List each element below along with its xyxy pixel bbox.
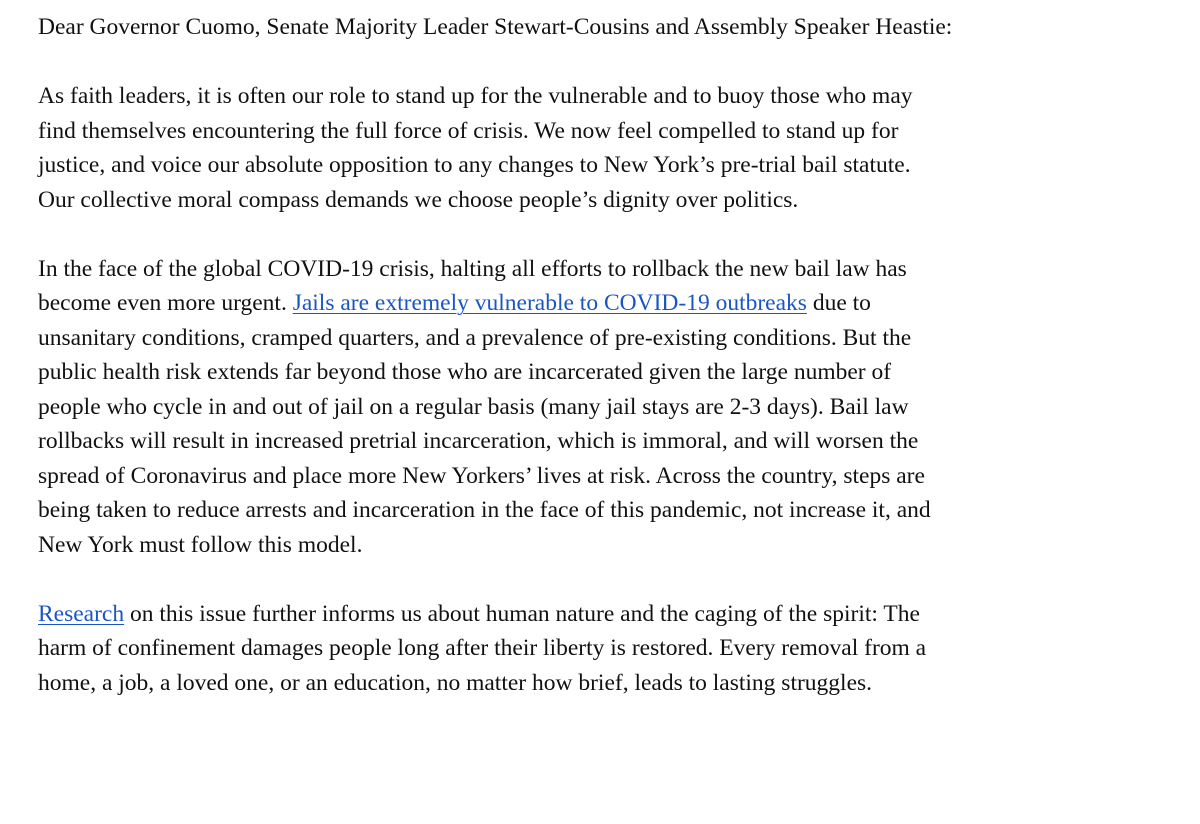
paragraph-line: home, a job, a loved one, or an education, no matter how brief, leads to lasting struggles. <box>38 669 873 696</box>
paragraph-text: on this issue further informs us about human nature and the caging of the spirit: The <box>124 600 920 627</box>
paragraph-text: become even more urgent. <box>38 290 293 316</box>
research-link[interactable]: Research <box>38 600 125 627</box>
paragraph-faith-leaders <box>38 79 1196 217</box>
paragraph-line: rollbacks will result in increased pretrial incarceration, which is immoral, and will worsen the <box>38 428 919 454</box>
paragraph-line: New York must follow this model. <box>38 531 363 558</box>
paragraph-text: due to <box>806 290 871 316</box>
paragraph-line: Our collective moral compass demands we choose people’s dignity over politics. <box>38 186 799 213</box>
jails-covid-outbreaks-link[interactable]: Jails are extremely vulnerable to COVID-19 outbreaks <box>292 290 807 316</box>
paragraph-line: people who cycle in and out of jail on a regular basis (many jail stays are 2-3 days). Bail law <box>38 393 909 420</box>
paragraph-line: harm of confinement damages people long after their liberty is restored. Every removal from a <box>38 635 927 661</box>
paragraph-line: public health risk extends far beyond those who are incarcerated given the large number of <box>38 359 892 385</box>
paragraph-covid <box>38 252 1196 563</box>
paragraph-line: As faith leaders, it is often our role to stand up for the vulnerable and to buoy those who may <box>38 83 913 109</box>
paragraph-line-with-link <box>38 597 1196 632</box>
paragraph-line: find themselves encountering the full force of crisis. We now feel compelled to stand up for <box>38 117 899 144</box>
salutation <box>38 10 1196 45</box>
paragraph-research <box>38 597 1196 701</box>
paragraph-line: In the face of the global COVID-19 crisis, halting all efforts to rollback the new bail law has <box>38 255 907 282</box>
paragraph-line: unsanitary conditions, cramped quarters, and a prevalence of pre-existing conditions. But the <box>38 324 912 351</box>
paragraph-line: spread of Coronavirus and place more New Yorkers’ lives at risk. Across the country, steps are <box>38 462 925 489</box>
paragraph-line-with-link <box>38 286 1196 321</box>
letter-body <box>38 10 1196 735</box>
salutation-text: Dear Governor Cuomo, Senate Majority Leader Stewart-Cousins and Assembly Speaker Heastie: <box>38 14 953 40</box>
paragraph-line: justice, and voice our absolute opposition to any changes to New York’s pre-trial bail statute. <box>38 152 911 178</box>
paragraph-line: being taken to reduce arrests and incarceration in the face of this pandemic, not increase it, and <box>38 497 931 523</box>
